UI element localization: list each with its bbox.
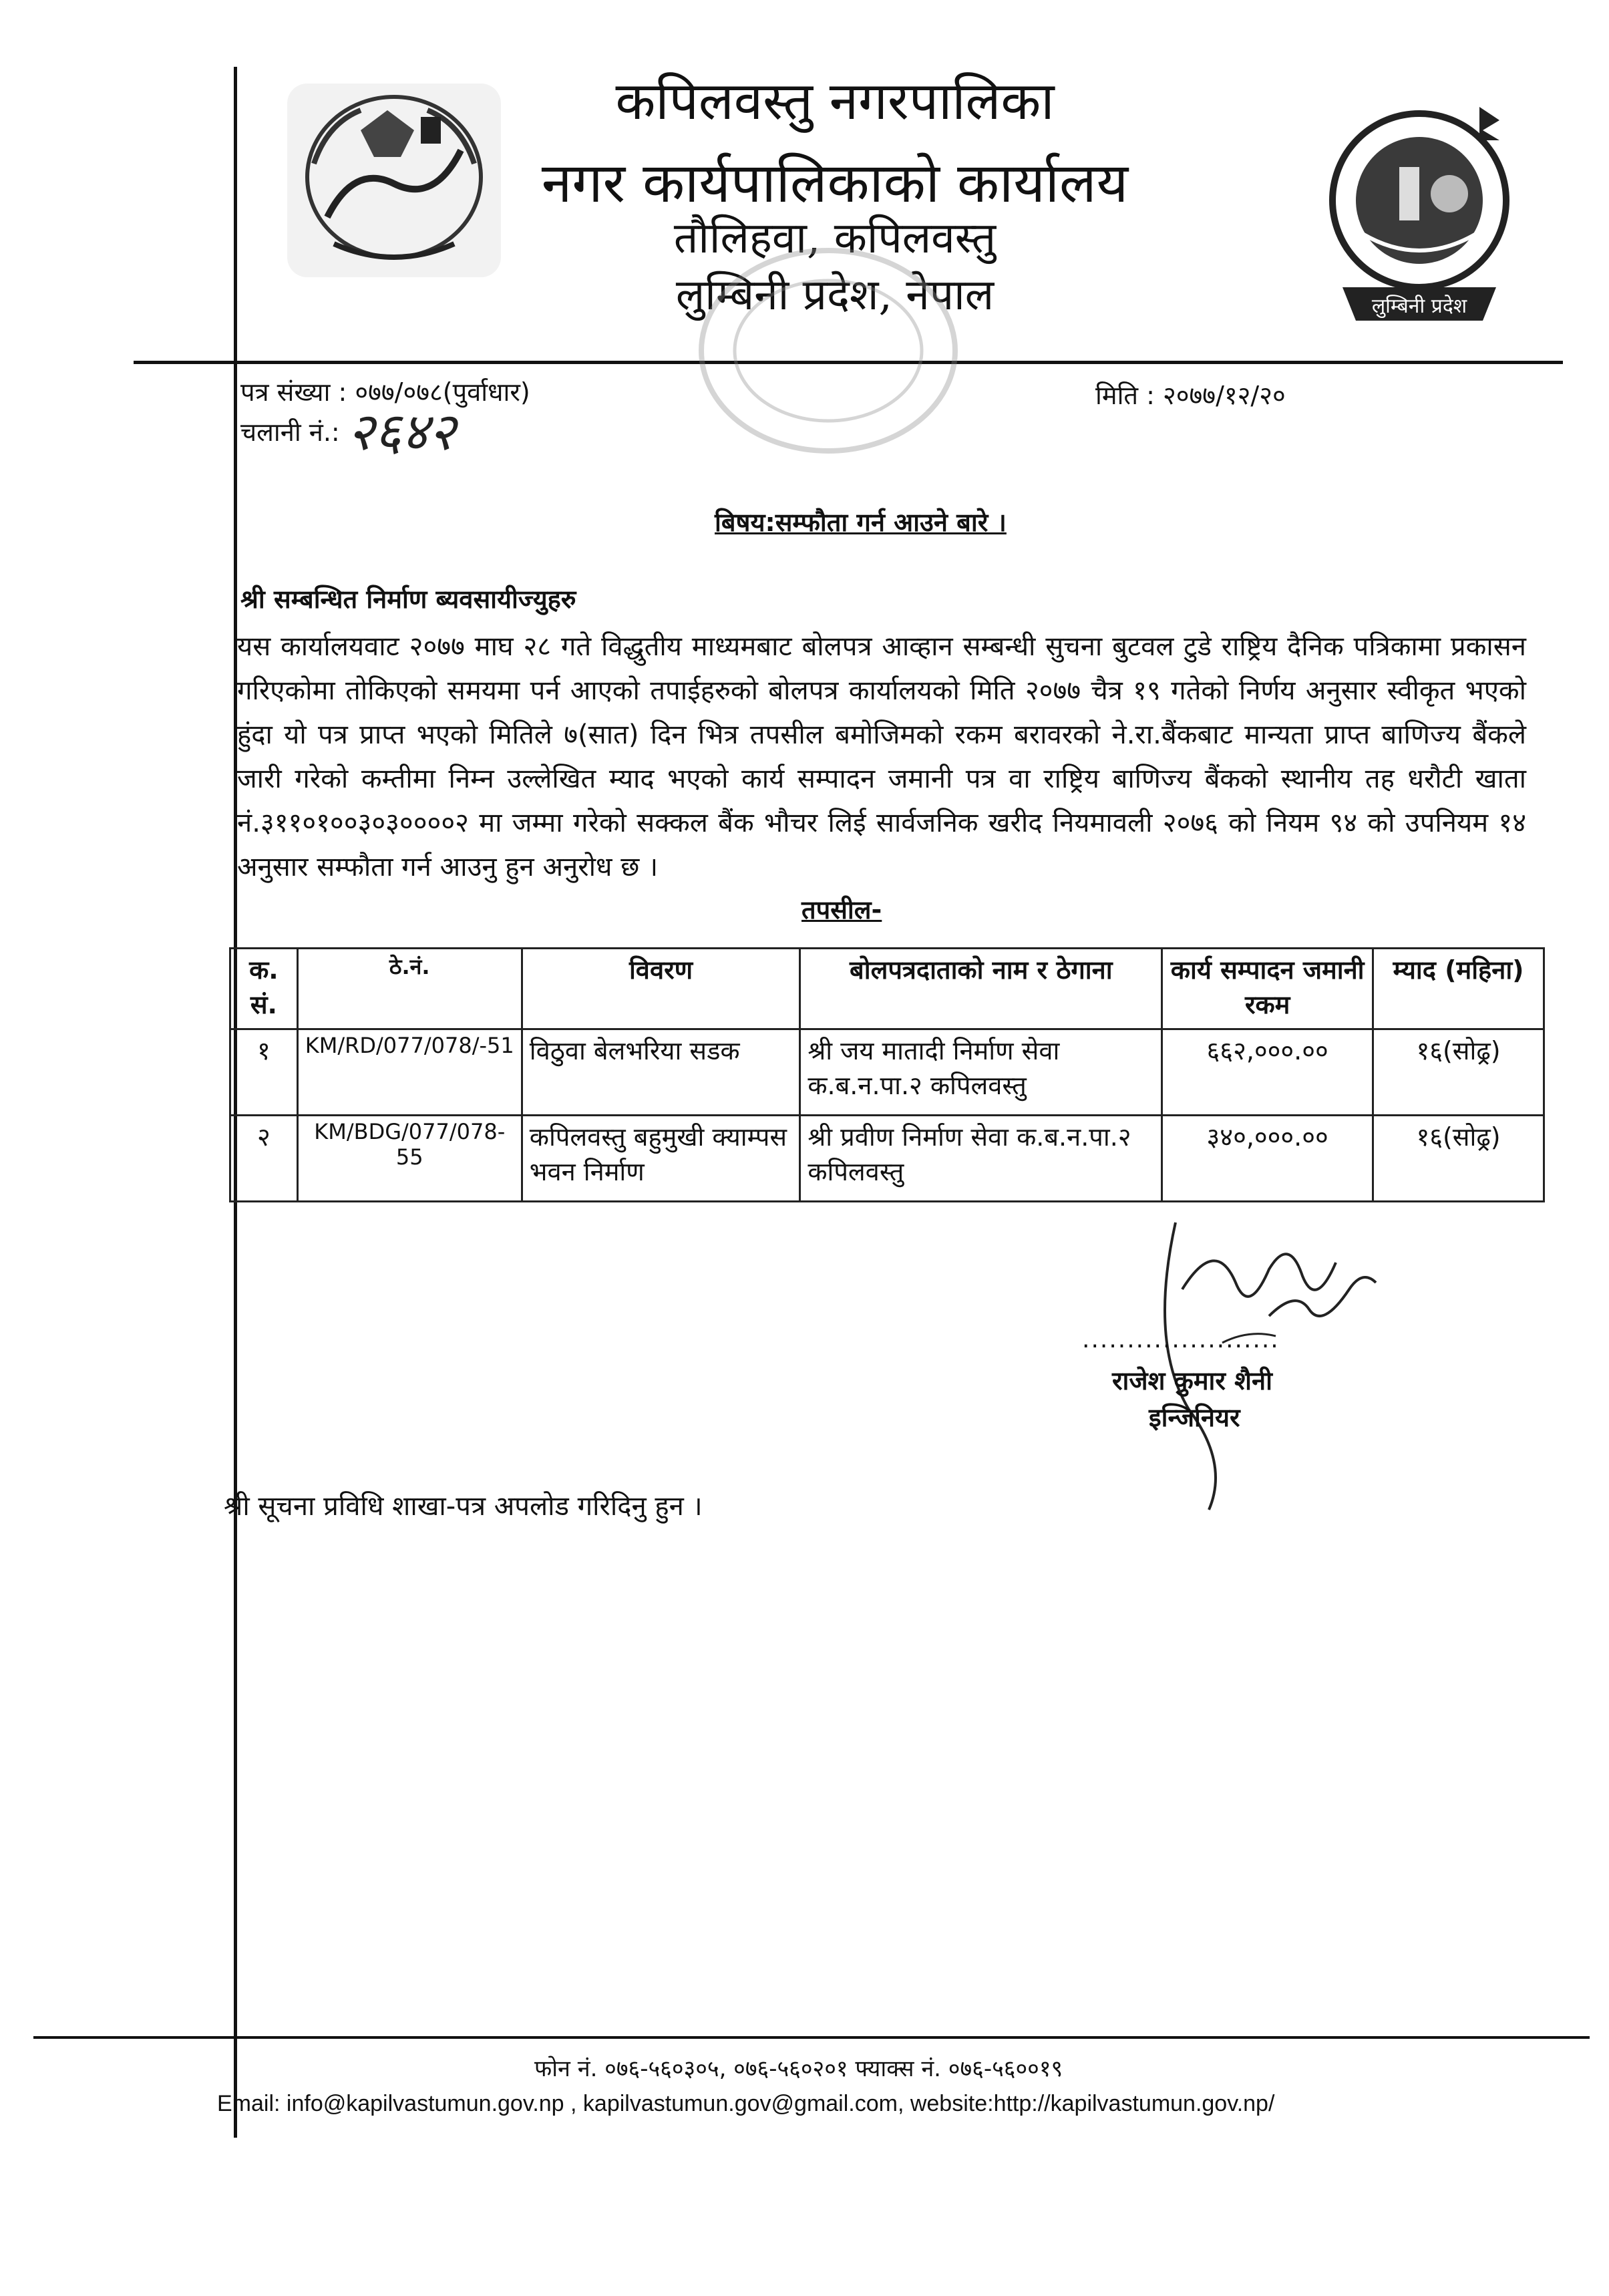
letter-body: यस कार्यालयवाट २०७७ माघ २८ गते विद्धुतीय माध्यमबाट बोलपत्र आव्हान सम्बन्धी सुचना बुटवल टुडे राष्ट्रिय दैनिक पत्रिकामा प्रकासन गरिएकोमा तोकिएको समयमा पर्न आएको तपाईहरुको बोलपत्र कार्यालयको मिति २०७७ चैत्र १९ गतेको निर्णय अनुसार स्वीकृत भएको हुंदा यो पत्र प्राप्त भएको मितिले ७(सात) दिन भित्र तपसील बमोजिमको रकम बरावरको ने.रा.बैंकबाट मान्यता प्राप्त बाणिज्य बैंकले जारी गरेको कम्तीमा निम्न उल्लेखित म्याद भएको कार्य सम्पादन जमानी पत्र वा राष्ट्रिय बाणिज्य बैंकको स्थानीय तह धरौटी खाता नं.३११०१००३०३००००२ मा जम्मा गरेको सक्कल बैंक भौचर लिई सार्वजनिक खरीद नियमावली २०७६ को नियम ९४ को उपनियम १४ अनुसार सम्फौता गर्न आउनु हुन अनुरोध छ । [237,631,1526,882]
signature-dots: ...................... [1082,1326,1280,1353]
table-row [230,1029,1544,1116]
details-heading: तपसील- [801,895,882,925]
cell-amount: ६६२,०००.०० [1162,1029,1373,1116]
office-stamp-icon [688,237,968,464]
cell-description: कपिलवस्तु बहुमुखी क्याम्पस भवन निर्माण [522,1116,800,1202]
col-header-serial: क. सं. [230,949,298,1029]
cell-contract-no: KM/BDG/077/078-55 [297,1116,522,1202]
upload-note: श्री सूचना प्रविधि शाखा-पत्र अपलोड गरिदिनु हुन । [224,1491,703,1522]
cell-contract-no: KM/RD/077/078/-51 [297,1029,522,1116]
cell-bidder: श्री प्रवीण निर्माण सेवा क.ब.न.पा.२ कपिलवस्तु [800,1116,1162,1202]
reference-number: पत्र संख्या : ०७७/०७८(पुर्वाधार) [240,377,530,407]
cell-serial: २ [230,1116,298,1202]
cell-bidder: श्री जय मातादी निर्माण सेवा क.ब.न.पा.२ कपिलवस्तु [800,1029,1162,1116]
letter-date: मिति : २०७७/१२/२० [1095,381,1286,410]
cell-serial: १ [230,1029,298,1116]
dispatch-label: चलानी नं.: [240,418,340,447]
col-header-description: विवरण [522,949,800,1029]
cell-amount: ३४०,०००.०० [1162,1116,1373,1202]
cell-description: विठुवा बेलभरिया सडक [522,1029,800,1116]
municipality-name: कपिलवस्तु नगरपालिका [615,71,1055,132]
footer-email-website: Email: info@kapilvastumun.gov.np , kapilvastumun.gov@gmail.com, website:http://kapilvastumun.gov.np/ [217,2091,1275,2116]
address-line-2: लुम्बिनी प्रदेश, नेपाल [675,271,995,320]
cell-period: १६(सोढ्र) [1373,1029,1544,1116]
col-header-contract-no: ठे.नं. [297,949,522,1029]
contract-details-table [229,947,1545,1202]
cell-period: १६(सोढ्र) [1373,1116,1544,1202]
col-header-guarantee-amount: कार्य सम्पादन जमानी रकम [1162,949,1373,1029]
dispatch-number-handwritten: २६४२ [347,402,456,462]
subject-line: बिषय:सम्फौता गर्न आउने बारे । [715,508,1007,537]
signatory-name: राजेश कुमार शैनी [1112,1366,1272,1396]
col-header-bidder: बोलपत्रदाताको नाम र ठेगाना [800,949,1162,1029]
logo-caption: लुम्बिनी प्रदेश [1371,295,1467,318]
footer-phone: फोन नं. ०७६-५६०३०५, ०७६-५६०२०१ फ्याक्स नं. ०७६-५६००१९ [534,2056,1063,2082]
col-header-period: म्याद (महिना) [1373,949,1544,1029]
table-row [230,1116,1544,1202]
office-name: नगर कार्यपालिकाको कार्यालय [541,152,1129,215]
footer-rule [33,2036,1590,2039]
municipality-logo-icon [1316,94,1523,334]
address-line-1: तौलिहवा, कपिलवस्तु [673,214,997,263]
salutation: श्री सम्बन्धित निर्माण ब्यवसायीज्युहरु [240,585,576,614]
signatory-title: इन्जिनियर [1149,1403,1240,1432]
table-header-row [230,949,1544,1029]
